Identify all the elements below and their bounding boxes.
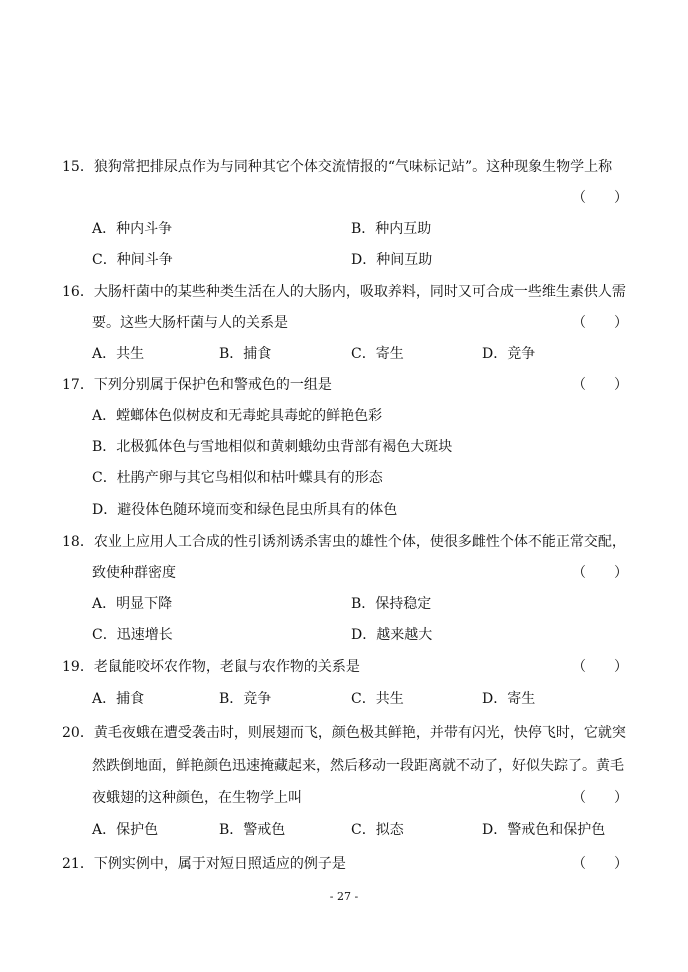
question-text: 黄毛夜蛾在遭受袭击时，则展翅而飞，颜色极其鲜艳，并带有闪光，快停飞时，它就突 xyxy=(93,725,626,741)
question-20-line-1 xyxy=(62,723,626,743)
option-d: D．竞争 xyxy=(482,346,536,362)
option-b: B．种内互助 xyxy=(351,221,432,237)
option-a: A．螳螂体色似树皮和无毒蛇具毒蛇的鲜艳色彩 xyxy=(92,408,383,424)
question-text: 下例实例中，属于对短日照适应的例子是 xyxy=(93,856,346,872)
option-a: A．种内斗争 xyxy=(92,221,173,237)
question-20-line-3: 夜蛾翅的这种颜色，在生物学上叫 xyxy=(92,790,302,806)
option-a: A．明显下降 xyxy=(92,596,173,612)
question-number: 16． xyxy=(62,284,94,300)
option-b: B．警戒色 xyxy=(219,822,286,838)
option-d: D．越来越大 xyxy=(351,627,433,643)
option-c: C．共生 xyxy=(351,691,404,707)
question-16-line-1 xyxy=(62,282,626,302)
option-b: B．北极狐体色与雪地相似和黄刺蛾幼虫背部有褐色大斑块 xyxy=(92,439,453,455)
question-16-line-2: 要。这些大肠杆菌与人的关系是 xyxy=(92,315,288,331)
option-b: B．竞争 xyxy=(219,691,272,707)
question-text: 下列分别属于保护色和警戒色的一组是 xyxy=(93,377,332,393)
option-d: D．寄生 xyxy=(482,691,536,707)
answer-blank: （ ） xyxy=(572,659,628,675)
option-d: D．警戒色和保护色 xyxy=(482,822,606,838)
question-17-line-1 xyxy=(62,375,332,395)
answer-blank: （ ） xyxy=(572,790,628,806)
answer-blank: （ ） xyxy=(572,565,628,581)
question-text: 狼狗常把排尿点作为与同种其它个体交流情报的“气味标记站”。这种现象生物学上称 xyxy=(93,159,613,175)
question-text: 老鼠能咬坏农作物，老鼠与农作物的关系是 xyxy=(93,659,360,675)
option-d: D．种间互助 xyxy=(351,252,433,268)
question-15-line-1 xyxy=(62,157,612,177)
question-19-line-1 xyxy=(62,657,360,677)
answer-blank: （ ） xyxy=(572,377,628,393)
option-b: B．保持稳定 xyxy=(351,596,432,612)
question-number: 19． xyxy=(62,659,94,675)
option-c: C．寄生 xyxy=(351,346,404,362)
question-number: 18． xyxy=(62,534,94,550)
option-c: C．种间斗争 xyxy=(92,252,173,268)
question-18-line-2: 致使种群密度 xyxy=(92,565,176,581)
answer-blank: （ ） xyxy=(572,315,628,331)
option-a: A．捕食 xyxy=(92,691,145,707)
option-a: A．保护色 xyxy=(92,822,159,838)
option-b: B．捕食 xyxy=(219,346,272,362)
question-text: 大肠杆菌中的某些种类生活在人的大肠内，吸取养料，同时又可合成一些维生素供人需 xyxy=(93,284,626,300)
answer-blank: （ ） xyxy=(572,190,628,206)
question-number: 17． xyxy=(62,377,94,393)
page-number: - 27 - xyxy=(329,890,359,903)
question-20-line-2: 然跌倒地面，鲜艳颜色迅速掩藏起来，然后移动一段距离就不动了，好似失踪了。黄毛 xyxy=(92,758,624,774)
question-21-line-1 xyxy=(62,854,346,874)
option-c: C．拟态 xyxy=(351,822,404,838)
option-d: D．避役体色随环境而变和绿色昆虫所具有的体色 xyxy=(92,502,398,518)
option-c: C．杜鹃产卵与其它鸟相似和枯叶蝶具有的形态 xyxy=(92,470,383,486)
question-18-line-1 xyxy=(62,532,626,552)
question-number: 15． xyxy=(62,159,94,175)
question-number: 21． xyxy=(62,856,94,872)
question-number: 20． xyxy=(62,725,94,741)
option-c: C．迅速增长 xyxy=(92,627,173,643)
answer-blank: （ ） xyxy=(572,856,628,872)
option-a: A．共生 xyxy=(92,346,145,362)
question-text: 农业上应用人工合成的性引诱剂诱杀害虫的雄性个体，使很多雌性个体不能正常交配， xyxy=(93,534,626,550)
